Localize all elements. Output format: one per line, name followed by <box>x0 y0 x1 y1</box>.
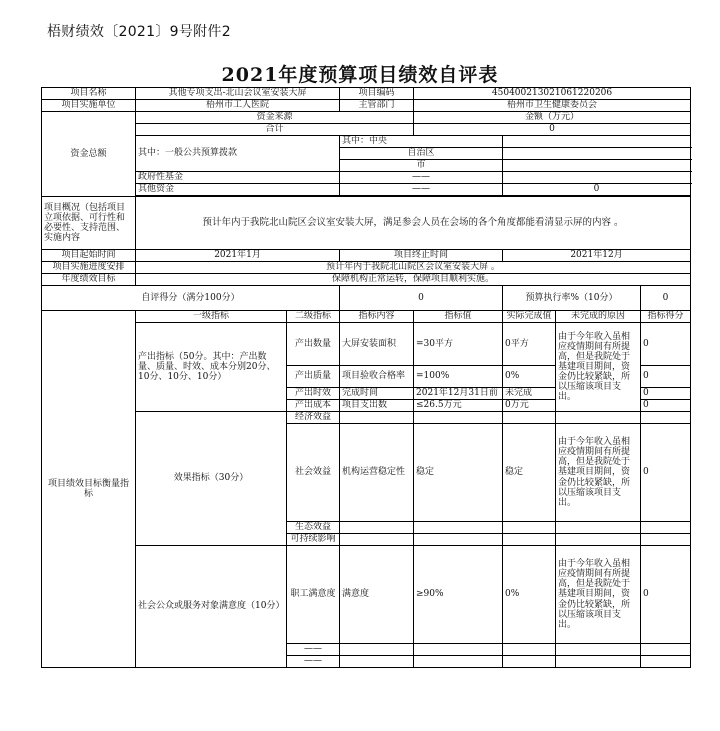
output-content: 完成时间 <box>340 388 414 400</box>
output-score: 0 <box>641 388 691 400</box>
table-row <box>42 184 691 196</box>
output-value: =30平方 <box>414 323 503 366</box>
social-value: 稳定 <box>414 424 503 522</box>
table-row <box>42 274 691 286</box>
funds-source-header: 资金来源 <box>136 112 414 124</box>
table-row <box>42 124 691 136</box>
table-row <box>42 412 691 424</box>
funds-gov-fund-label: 政府性基金 <box>136 172 340 184</box>
funds-city-value <box>503 160 691 172</box>
project-name-label: 项目名称 <box>42 88 136 100</box>
annual-goal-label: 年度绩效目标 <box>42 274 136 286</box>
staff-score: 0 <box>641 546 691 644</box>
overview-text: 预计年内于我院北山院区会议室安装大屏，满足参会人员在会场的各个角度都能看清显示屏的内容 。 <box>136 197 691 250</box>
econ-label: 经济效益 <box>287 412 340 424</box>
table-row <box>42 250 691 262</box>
progress-text: 预计年内于我院北山院区会议室安装大屏 。 <box>136 262 691 274</box>
output-actual: 0平方 <box>503 323 556 366</box>
social-label: 社会效益 <box>287 424 340 522</box>
header-second-level: 二级指标 <box>287 311 340 323</box>
self-score-value: 0 <box>340 286 503 311</box>
project-code: 450400213021061220206 <box>414 88 691 100</box>
output-score: 0 <box>641 366 691 388</box>
output-content: 项目支出数 <box>340 400 414 412</box>
header-reason: 未完成的原因 <box>556 311 641 323</box>
table-row <box>42 262 691 274</box>
output-score: 0 <box>641 400 691 412</box>
output-second: 产出成本 <box>287 400 340 412</box>
header-score: 指标得分 <box>641 311 691 323</box>
funds-amount-header: 金额（万元） <box>414 112 691 124</box>
page-title: 2021年度预算项目绩效自评表 <box>221 64 499 86</box>
header-content: 指标内容 <box>340 311 414 323</box>
dash-cell: —— <box>287 644 340 656</box>
header-actual: 实际完成值 <box>503 311 556 323</box>
output-second: 产出质量 <box>287 366 340 388</box>
satisfaction-label: 社会公众或服务对象满意度（10分） <box>136 546 287 668</box>
output-value: 2021年12月31日前 <box>414 388 503 400</box>
social-reason: 由于今年收入虽相应疫情期间有所提高，但是我院处于基建项目期间，资金仍比较紧缺，所以压缩该项目支出。 <box>556 424 641 522</box>
project-name: 其他专项支出-北山会议室安装大屏 <box>136 88 340 100</box>
social-content: 机构运营稳定性 <box>340 424 414 522</box>
eco-label: 生态效益 <box>287 522 340 534</box>
funds-central-label: 其中：中央 <box>340 136 503 148</box>
project-unit-label: 项目实施单位 <box>42 100 136 112</box>
funds-gov-fund-value <box>503 172 691 184</box>
effect-label: 效果指标（30分） <box>136 412 287 546</box>
output-actual: 未完成 <box>503 388 556 400</box>
output-content: 项目验收合格率 <box>340 366 414 388</box>
budget-rate-label: 预算执行率%（10分） <box>503 286 641 311</box>
output-reason: 由于今年收入虽相应疫情期间有所提高，但是我院处于基建项目期间，资金仍比较紧缺，所以压缩该项目支出。 <box>556 323 641 412</box>
output-actual: 0% <box>503 366 556 388</box>
output-score: 0 <box>641 323 691 366</box>
overview-label: 项目概况（包括项目立项依据、可行性和必要性、支持范围、实施内容 <box>42 197 136 250</box>
project-unit: 梧州市工人医院 <box>136 100 340 112</box>
table-row <box>42 112 691 124</box>
staff-actual: 0% <box>503 546 556 644</box>
output-value: =100% <box>414 366 503 388</box>
document-reference: 梧财绩效〔2021〕9号附件2 <box>47 24 231 40</box>
funds-other-dash: —— <box>340 184 503 196</box>
budget-rate-value: 0 <box>641 286 691 311</box>
social-actual: 稳定 <box>503 424 556 522</box>
output-second: 产出数量 <box>287 323 340 366</box>
table-row <box>42 323 691 366</box>
dash-cell: —— <box>287 656 340 668</box>
sustain-label: 可持续影响 <box>287 534 340 546</box>
self-score-label: 自评得分（满分100分） <box>42 286 340 311</box>
header-value: 指标值 <box>414 311 503 323</box>
staff-reason: 由于今年收入虽相应疫情期间有所提高，但是我院处于基建项目期间，资金仍比较紧缺，所以压缩该项目支出。 <box>556 546 641 644</box>
table-row <box>42 286 691 311</box>
staff-value: ≥90% <box>414 546 503 644</box>
funds-central-value <box>503 136 691 148</box>
project-code-label: 项目编码 <box>340 88 414 100</box>
project-dept-label: 主管部门 <box>340 100 414 112</box>
table-row <box>42 311 691 323</box>
funds-city-label: 市 <box>340 160 503 172</box>
funds-region-label: 自治区 <box>340 148 503 160</box>
table-row <box>42 172 691 184</box>
staff-content: 满意度 <box>340 546 414 644</box>
header-first-level: 一级指标 <box>136 311 287 323</box>
table-row <box>42 136 691 148</box>
output-content: 大屏安装面积 <box>340 323 414 366</box>
table-row <box>42 88 691 100</box>
social-score: 0 <box>641 424 691 522</box>
annual-goal-text: 保障机构正常运转，保障项目顺利实施。 <box>136 274 691 286</box>
output-actual: 0万元 <box>503 400 556 412</box>
evaluation-table <box>41 87 691 668</box>
funds-gov-fund-dash: —— <box>340 172 503 184</box>
end-label: 项目终止时间 <box>340 250 503 262</box>
funds-region-value <box>503 148 691 160</box>
output-second: 产出时效 <box>287 388 340 400</box>
indicator-section-label: 项目绩效目标衡量指标 <box>42 311 136 668</box>
staff-label: 职工满意度 <box>287 546 340 644</box>
table-row <box>42 100 691 112</box>
funds-total-value: 0 <box>414 124 691 136</box>
project-dept: 梧州市卫生健康委员会 <box>414 100 691 112</box>
funds-general-budget-label: 其中：一般公共预算拨款 <box>136 136 340 172</box>
table-row <box>42 546 691 644</box>
start-value: 2021年1月 <box>136 250 340 262</box>
output-label: 产出指标（50分。其中：产出数量、质量、时效、成本分别20分、10分、10分、10分） <box>136 323 287 412</box>
table-row <box>42 197 691 250</box>
funds-other-value: 0 <box>503 184 691 196</box>
funds-other-label: 其他资金 <box>136 184 340 196</box>
progress-label: 项目实施进度安排 <box>42 262 136 274</box>
output-value: ≤26.5万元 <box>414 400 503 412</box>
end-value: 2021年12月 <box>503 250 691 262</box>
start-label: 项目起始时间 <box>42 250 136 262</box>
funds-label: 资金总额 <box>42 112 136 197</box>
funds-total-label: 合计 <box>136 124 414 136</box>
